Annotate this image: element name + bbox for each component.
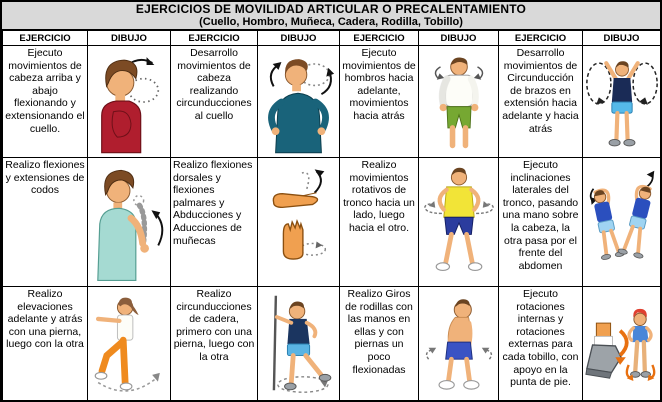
drawing-cell	[583, 46, 661, 158]
header-row	[3, 31, 661, 46]
exercise-text: Ejecuto movimientos de hombros hacia adelante, movimientos hacia atrás	[342, 47, 416, 122]
hip-circumduction-illustration	[260, 290, 338, 398]
exercise-cell	[171, 46, 258, 158]
drawing-cell	[258, 158, 340, 287]
exercise-text: Desarrollo movimientos de Circunducción de brazos en extensión hacia adelante y hacia atrás	[502, 47, 579, 135]
table-row	[3, 287, 661, 401]
trunk-lateral-bend-illustration	[584, 160, 660, 284]
drawing-cell	[258, 287, 340, 401]
drawing-cell	[88, 158, 171, 287]
drawing-cell	[583, 287, 661, 401]
exercise-text: Realizo movimientos rotativos de tronco hacia un lado, luego hacia el otro.	[343, 159, 415, 234]
col-header-ejercicio-2: EJERCICIO	[171, 31, 258, 46]
shoulder-roll-illustration	[422, 50, 496, 154]
col-header-ejercicio-1: EJERCICIO	[3, 31, 88, 46]
col-header-ejercicio-3: EJERCICIO	[340, 31, 419, 46]
exercise-cell	[499, 287, 583, 401]
col-header-dibujo-2: DIBUJO	[258, 31, 340, 46]
exercise-cell	[340, 287, 419, 401]
knee-rotation-illustration	[421, 290, 497, 398]
page-subtitle: (Cuello, Hombro, Muñeca, Cadera, Rodilla, Tobillo)	[199, 16, 463, 28]
trunk-rotation-illustration	[421, 160, 497, 284]
leg-elevation-illustration	[90, 290, 168, 398]
exercise-cell	[171, 158, 258, 287]
table-row	[3, 158, 661, 287]
exercise-text: Realizo elevaciones adelante y atrás con una pierna, luego con la otra	[6, 288, 84, 351]
drawing-cell	[419, 46, 499, 158]
drawing-cell	[88, 287, 171, 401]
wrist-flexion-illustration	[260, 163, 338, 281]
exercise-text: Realizo circunducciones de cadera, primero con una pierna, luego con la otra	[173, 288, 255, 363]
exercise-text: Ejecuto inclinaciones laterales del tronco, pasando una mano sobre la cabeza, la otra pasa por el frente del abdomen	[502, 159, 579, 272]
ankle-rotation-illustration	[584, 290, 660, 398]
elbow-flexion-illustration	[90, 163, 168, 281]
neck-circumduction-illustration	[260, 50, 338, 154]
exercise-cell	[499, 158, 583, 287]
drawing-cell	[419, 158, 499, 287]
exercise-text: Ejecuto movimientos de cabeza arriba y abajo flexionando y extensionando el cuello.	[5, 47, 85, 135]
drawing-cell	[258, 46, 340, 158]
exercise-cell	[3, 287, 88, 401]
drawing-cell	[419, 287, 499, 401]
exercise-cell	[499, 46, 583, 158]
exercise-cell	[340, 158, 419, 287]
exercise-text: Ejecuto rotaciones internas y rotaciones externas para cada tobillo, con apoyo en la punta de pie.	[502, 288, 579, 389]
exercise-cell	[340, 46, 419, 158]
exercise-table	[2, 30, 661, 401]
exercise-text: Realizo flexiones y extensiones de codos	[5, 159, 85, 197]
title-band	[2, 2, 660, 30]
drawing-cell	[583, 158, 661, 287]
page-title: EJERCICIOS DE MOVILIDAD ARTICULAR O PRECALENTAMIENTO	[135, 2, 527, 16]
col-header-dibujo-4: DIBUJO	[583, 31, 661, 46]
col-header-dibujo-1: DIBUJO	[88, 31, 171, 46]
exercise-cell	[3, 46, 88, 158]
exercise-cell	[3, 158, 88, 287]
exercise-text: Realizo Giros de rodillas con las manos en ellas y con piernas un poco flexionadas	[345, 288, 413, 376]
col-header-ejercicio-4: EJERCICIO	[499, 31, 583, 46]
drawing-cell	[88, 46, 171, 158]
arm-circumduction-illustration	[585, 50, 659, 154]
exercise-text: Realizo flexiones dorsales y flexiones palmares y Abducciones y Aducciones de muñecas	[173, 159, 253, 247]
exercise-cell	[171, 287, 258, 401]
table-row	[3, 46, 661, 158]
exercise-text: Desarrollo movimientos de cabeza realizando circunducciones al cuello	[176, 47, 252, 122]
head-flexion-illustration	[90, 50, 168, 154]
col-header-dibujo-3: DIBUJO	[419, 31, 499, 46]
